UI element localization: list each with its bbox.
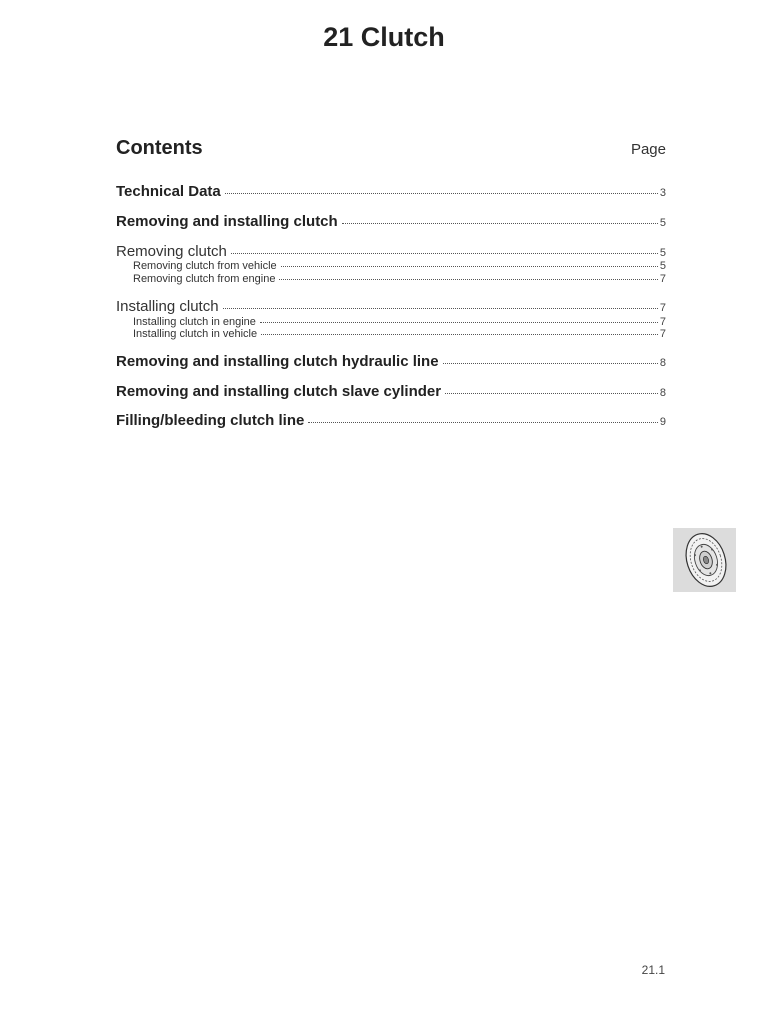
toc-entry-label: Removing clutch from vehicle [133,260,277,272]
toc-entry-page: 8 [659,357,666,369]
dot-leader [443,363,658,364]
toc-entry-page: 9 [659,416,666,428]
toc-entry-label: Removing and installing clutch hydraulic line [116,353,439,370]
contents-header [116,137,666,167]
dot-leader [279,279,657,280]
toc-entry-installing-clutch-in-engine[interactable] [133,316,666,328]
toc-entry-page: 5 [659,217,666,229]
dot-leader [281,266,658,267]
toc-entry-installing-clutch[interactable] [116,298,666,315]
dot-leader [225,193,658,194]
dot-leader [308,422,658,423]
toc-entry-label: Removing clutch from engine [133,273,276,285]
toc-entry-removing-clutch[interactable] [116,243,666,260]
toc-entry-installing-clutch-in-vehicle[interactable] [133,328,666,340]
toc-entry-page: 7 [659,316,666,328]
dot-leader [261,334,658,335]
clutch-disc-icon [682,530,730,590]
dot-leader [445,393,658,394]
dot-leader [260,322,658,323]
toc-entry-technical-data[interactable] [116,183,666,200]
toc-entry-label: Technical Data [116,183,221,200]
toc-entry-page: 5 [659,260,666,272]
toc-entry-removing-clutch-from-vehicle[interactable] [133,260,666,272]
dot-leader [223,308,658,309]
chapter-title: 21 Clutch [323,22,445,52]
toc-entry-page: 8 [659,387,666,399]
toc-entry-label: Filling/bleeding clutch line [116,412,305,429]
page-number: 21.1 [641,963,665,977]
toc-entry-label: Removing and installing clutch [116,213,338,230]
toc-entry-page: 7 [659,302,666,314]
dot-leader [342,223,658,224]
toc-entry-label: Installing clutch [116,298,219,315]
toc-entry-page: 3 [659,187,666,199]
toc-entry-filling-bleeding-clutch-line[interactable] [116,412,666,429]
toc-entry-label: Installing clutch in engine [133,316,256,328]
dot-leader [231,253,658,254]
toc-entry-removing-clutch-from-engine[interactable] [133,273,666,285]
toc-entry-label: Removing and installing clutch slave cylinder [116,383,442,400]
toc-entry-page: 7 [659,328,666,340]
toc-entry-clutch-hydraulic-line[interactable] [116,353,666,370]
contents-heading: Contents [116,137,203,159]
toc-entry-page: 7 [659,273,666,285]
toc-entry-clutch-slave-cylinder[interactable] [116,383,666,400]
toc-entry-label: Installing clutch in vehicle [133,328,258,340]
toc-entry-removing-installing-clutch[interactable] [116,213,666,230]
toc-entry-label: Removing clutch [116,243,227,260]
page-column-label: Page [630,141,666,158]
chapter-thumb-tab [673,528,736,592]
toc-entry-page: 5 [659,247,666,259]
